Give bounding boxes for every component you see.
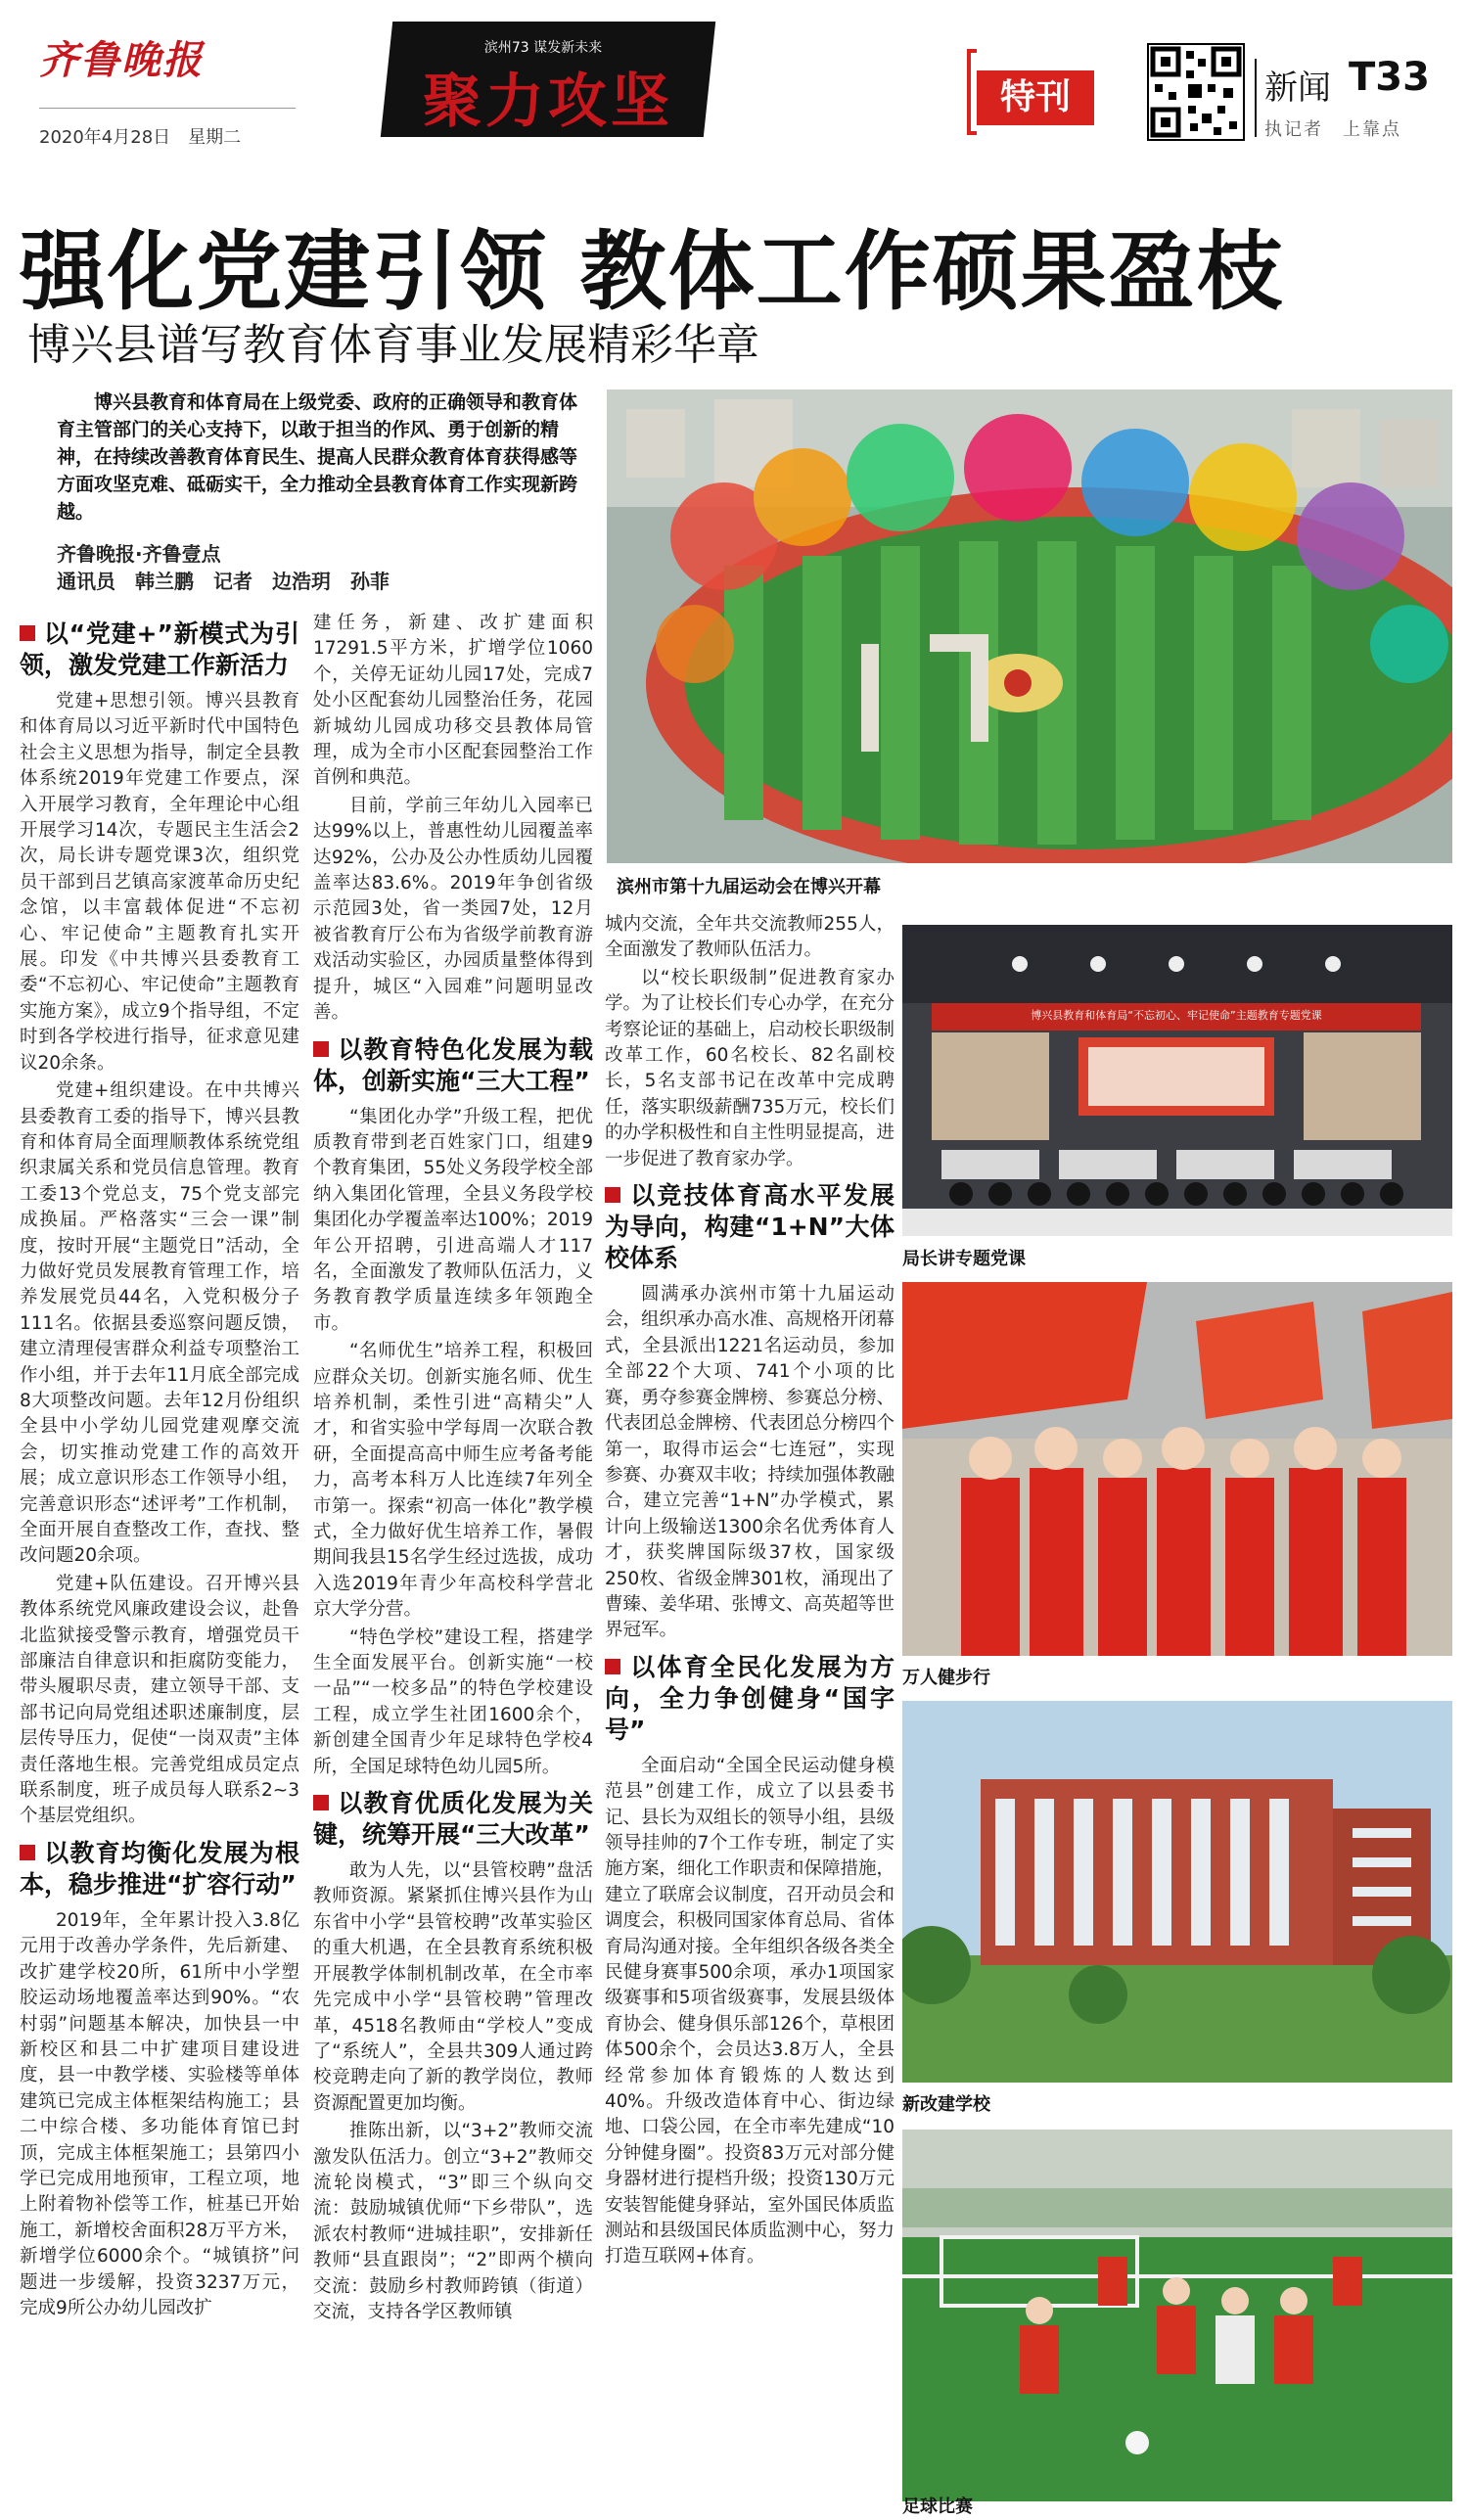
body-paragraph: 建任务，新建、改扩建面积17291.5平方米，扩增学位1060个，关停无证幼儿园17处，完成7处小区配套幼儿园整治任务，花园新城幼儿园成功移交县教体局管理，成为全市小区配套园整治工作首例和典范。 [313, 613, 593, 789]
editor-credits: 执记者 上靠点 [1264, 119, 1401, 140]
body-paragraph: “特色学校”建设工程，搭建学生全面发展平台。创新实施“一校一品”“一校多品”的特色学校建设工程，成立学生社团1600余个，新创建全国青少年足球特色学校4所，全国足球特色幼儿园5所。 [313, 1627, 593, 1777]
byline-outlet: 齐鲁晚报·齐鲁壹点 [57, 542, 221, 566]
subheadline: 博兴县谱写教育体育事业发展精彩华章 [27, 320, 759, 370]
school-building-photo [902, 1701, 1452, 2083]
special-issue-bracket [967, 49, 977, 135]
body-paragraph: 圆满承办滨州市第十九届运动会，组织承办高水准、高规格开闭幕式，全县派出1221名运动员，参加全部22个大项、741个小项的比赛，勇夺参赛金牌榜、参赛总分榜、代表团总金牌榜、代表团总分榜四个第一，取得市运会“七连冠”，实现参赛、办赛双丰收；持续加强体教融合，建立完善“1+N”办学模式，累计向上级输送1300余名优秀体育人才，获奖牌国际级37枚，国家级250枚、省级金牌301枚，涌现出了曹臻、姜华珺、张博文、高英超等世界冠军。 [605, 1284, 895, 1641]
body-paragraph: 目前，学前三年幼儿入园率已达99%以上，普惠性幼儿园覆盖率达92%，公办及公办性质幼儿园覆盖率达83.6%。2019年争创省级示范园3处，省一类园7处，12月被省教育厅公布为省级学前教育游戏活动实验区，办园质量整体得到提升，城区“入园难”问题明显改善。 [313, 795, 593, 1024]
headline: 强化党建引领 教体工作硕果盈枝 [20, 221, 1285, 322]
heading-marker-icon [313, 1795, 329, 1810]
walk-caption: 万人健步行 [902, 1668, 990, 1688]
article-column-2 [313, 611, 593, 2499]
heading-marker-icon [20, 625, 35, 641]
heading-marker-icon [605, 1187, 620, 1203]
section-heading: 以教育均衡化发展为根本，稳步推进“扩容行动” [20, 1838, 299, 1899]
body-paragraph: 2019年，全年累计投入3.8亿元用于改善办学条件，先后新建、改扩建学校20所，61所中小学塑胶运动场地覆盖率达到90%。“农村弱”问题基本解决，加快县一中新校区和县二中扩建项目建设进度，县一中教学楼、实验楼等单体建筑已完成主体框架结构施工；县二中综合楼、多功能体育馆已封顶，完成主体框架施工；县第四小学已完成用地预审，工程立项，地上附着物补偿等工作，桩基已开始施工，新增校舍面积28万平方米，新增学位6000余个。“城镇挤”问题进一步缓解，投资3237万元，完成9所公办幼儿园改扩 [20, 1909, 299, 2318]
soccer-match-photo [902, 2130, 1452, 2501]
column-banner-tagline: 滨州73 谋发新未来 [483, 40, 603, 56]
heading-marker-icon [605, 1659, 620, 1674]
heading-marker-icon [20, 1845, 35, 1860]
newspaper-name: 齐鲁晚报 [39, 37, 204, 83]
soccer-caption: 足球比赛 [902, 2497, 973, 2517]
section-heading: 以“党建+”新模式为引领，激发党建工作新活力 [20, 619, 299, 679]
article-column-3 [605, 912, 895, 2499]
qr-code-icon [1147, 43, 1245, 141]
building-caption: 新改建学校 [902, 2094, 990, 2115]
hall-caption: 局长讲专题党课 [902, 1249, 1026, 1269]
issue-date: 2020年4月28日 星期二 [39, 127, 242, 148]
section-name: 新闻 [1264, 69, 1331, 108]
column-banner-title: 聚力攻坚 [423, 68, 673, 136]
mass-walk-photo [902, 1282, 1452, 1656]
lecture-hall-photo [902, 925, 1452, 1236]
body-paragraph: “集团化办学”升级工程，把优质教育带到老百姓家门口，组建9个教育集团，55处义务段学校全部纳入集团化管理，全县义务段学校集团化办学覆盖率达100%；2019年公开招聘，引进高端人才117名，全面激发了教师队伍活力，义务教育教学质量连续多年领跑全市。 [313, 1106, 593, 1334]
hall-banner-text: 博兴县教育和体育局“不忘初心、牢记使命”主题教育专题党课 [1031, 1009, 1322, 1022]
body-paragraph: 党建+组织建设。在中共博兴县委教育工委的指导下，博兴县教育和体育局全面理顺教体系统党组织隶属关系和党员信息管理。教育工委13个党总支，75个党支部完成换届。严格落实“三会一课”制度，按时开展“主题党日”活动，全力做好党员发展教育管理工作，培养发展党员44名，入党积极分子111名。依据县委巡察问题反馈，建立清理侵害群众利益专项整治工作小组，并于去年11月底全部完成8大项整改问题。去年12月份组织全县中小学幼儿园党建观摩交流会，切实推动党建工作的高效开展；成立意识形态工作领导小组，完善意识形态“述评考”工作机制，全面开展自查整改工作，查找、整改问题20余项。 [20, 1080, 299, 1567]
body-paragraph: “名师优生”培养工程，积极回应群众关切。创新实施名师、优生培养机制，柔性引进“高精尖”人才，和省实验中学每周一次联合教研，全面提高高中师生应考备考能力，高考本科万人比连续7年列全市第一。探索“初高一体化”教学模式，全力做好优生培养工作，暑假期间我县15名学生经过选拔，成功入选2019年青少年高校科学营北京大学分营。 [313, 1341, 593, 1621]
section-divider [1255, 59, 1257, 137]
body-paragraph: 全面启动“全国全民运动健身模范县”创建工作，成立了以县委书记、县长为双组长的领导小组，县级领导挂帅的7个工作专班，制定了实施方案，细化工作职责和保障措施，建立了联席会议制度，召开动员会和调度会，积极同国家体育总局、省体育局沟通对接。全年组织各级各类全民健身赛事500余项，承办1项国家级赛事和5项省级赛事，发展县级体育协会、健身俱乐部126个，草根团体500余个，会员达3.8万人，全县经常参加体育锻炼的人数达到40%。升级改造体育中心、街边绿地、口袋公园，在全市率先建成“10分钟健身圈”。投资83万元对部分健身器材进行提档升级；投资130万元安装智能健身驿站，室外国民体质监测站和县级国民体质监测中心，努力打造互联网+体育。 [605, 1755, 895, 2268]
section-heading: 以体育全民化发展为方向，全力争创健身“国字号” [605, 1652, 895, 1744]
body-paragraph: 推陈出新，以“3+2”教师交流激发队伍活力。创立“3+2”教师交流轮岗模式，“3”即三个纵向交流：鼓励城镇优师“下乡带队”，选派农村教师“进城挂职”，安排新任教师“县直跟岗”；“2”即两个横向交流：鼓励乡村教师跨镇（街道）交流，支持各学区教师镇 [313, 2121, 593, 2322]
body-paragraph: 党建+思想引领。博兴县教育和体育局以习近平新时代中国特色社会主义思想为指导，制定全县教体系统2019年党建工作要点，深入开展学习教育，全年理论中心组开展学习14次，专题民主生活会2次，局长讲专题党课3次，组织党员干部到吕艺镇高家渡革命历史纪念馆，以丰富载体促进“不忘初心、牢记使命”主题教育扎实开展。印发《中共博兴县委教育工委“不忘初心、牢记使命”主题教育实施方案》，成立9个指导组，不定时到各学校进行指导，征求意见建议20余条。 [20, 691, 299, 1074]
heading-marker-icon [313, 1041, 329, 1057]
lead-paragraph: 博兴县教育和体育局在上级党委、政府的正确领导和教育体育主管部门的关心支持下，以敢于担当的作风、勇于创新的精神，在持续改善教育体育民生、提高人民群众教育体育获得感等方面攻坚克难、砥砺实干，全力推动全县教育体育工作实现新跨越。 [57, 391, 578, 523]
section-heading: 以竞技体育高水平发展为导向，构建“1+N”大体校体系 [605, 1181, 895, 1273]
body-paragraph: 城内交流，全年共交流教师255人，全面激发了教师队伍活力。 [605, 914, 895, 961]
body-paragraph: 以“校长职级制”促进教育家办学。为了让校长们专心办学，在充分考察论证的基础上，启动校长职级制改革工作，60名校长、82名副校长，5名支部书记在改革中完成聘任，落实职级薪酬735万元，校长们的办学积极性和自主性明显提高，进一步促进了教育家办学。 [605, 967, 895, 1169]
article-column-1 [20, 611, 299, 2499]
section-heading: 以教育优质化发展为关键，统筹开展“三大改革” [313, 1789, 593, 1850]
byline-authors: 通讯员 韩兰鹏 记者 边浩玥 孙菲 [57, 570, 390, 593]
body-paragraph: 党建+队伍建设。召开博兴县教体系统党风廉政建设会议，赴鲁北监狱接受警示教育，增强党员干部廉洁自律意识和拒腐防变能力，带头履职尽责，建立领导干部、支部书记向局党组述职述廉制度，层层传导压力，促使“一岗双责”主体责任落地生根。完善党组成员定点联系制度，班子成员每人联系2~3个基层党组织。 [20, 1573, 299, 1827]
section-heading: 以教育特色化发展为载体，创新实施“三大工程” [313, 1034, 593, 1095]
body-paragraph: 敢为人先，以“县管校聘”盘活教师资源。紧紧抓住博兴县作为山东省中小学“县管校聘”改革实验区的重大机遇，在全县教育系统积极开展教学体制机制改革，在全市率先完成中小学“县管校聘”管理改革，4518名教师由“学校人”变成了“系统人”，全县共309人通过跨校竞聘走向了新的教学岗位，教师资源配置更加均衡。 [313, 1860, 593, 2114]
special-issue-badge: 特刊 [977, 70, 1094, 125]
masthead-divider [39, 108, 296, 109]
stadium-caption: 滨州市第十九届运动会在博兴开幕 [617, 877, 881, 897]
stadium-opening-photo [607, 389, 1452, 863]
page-number: T33 [1349, 55, 1430, 100]
